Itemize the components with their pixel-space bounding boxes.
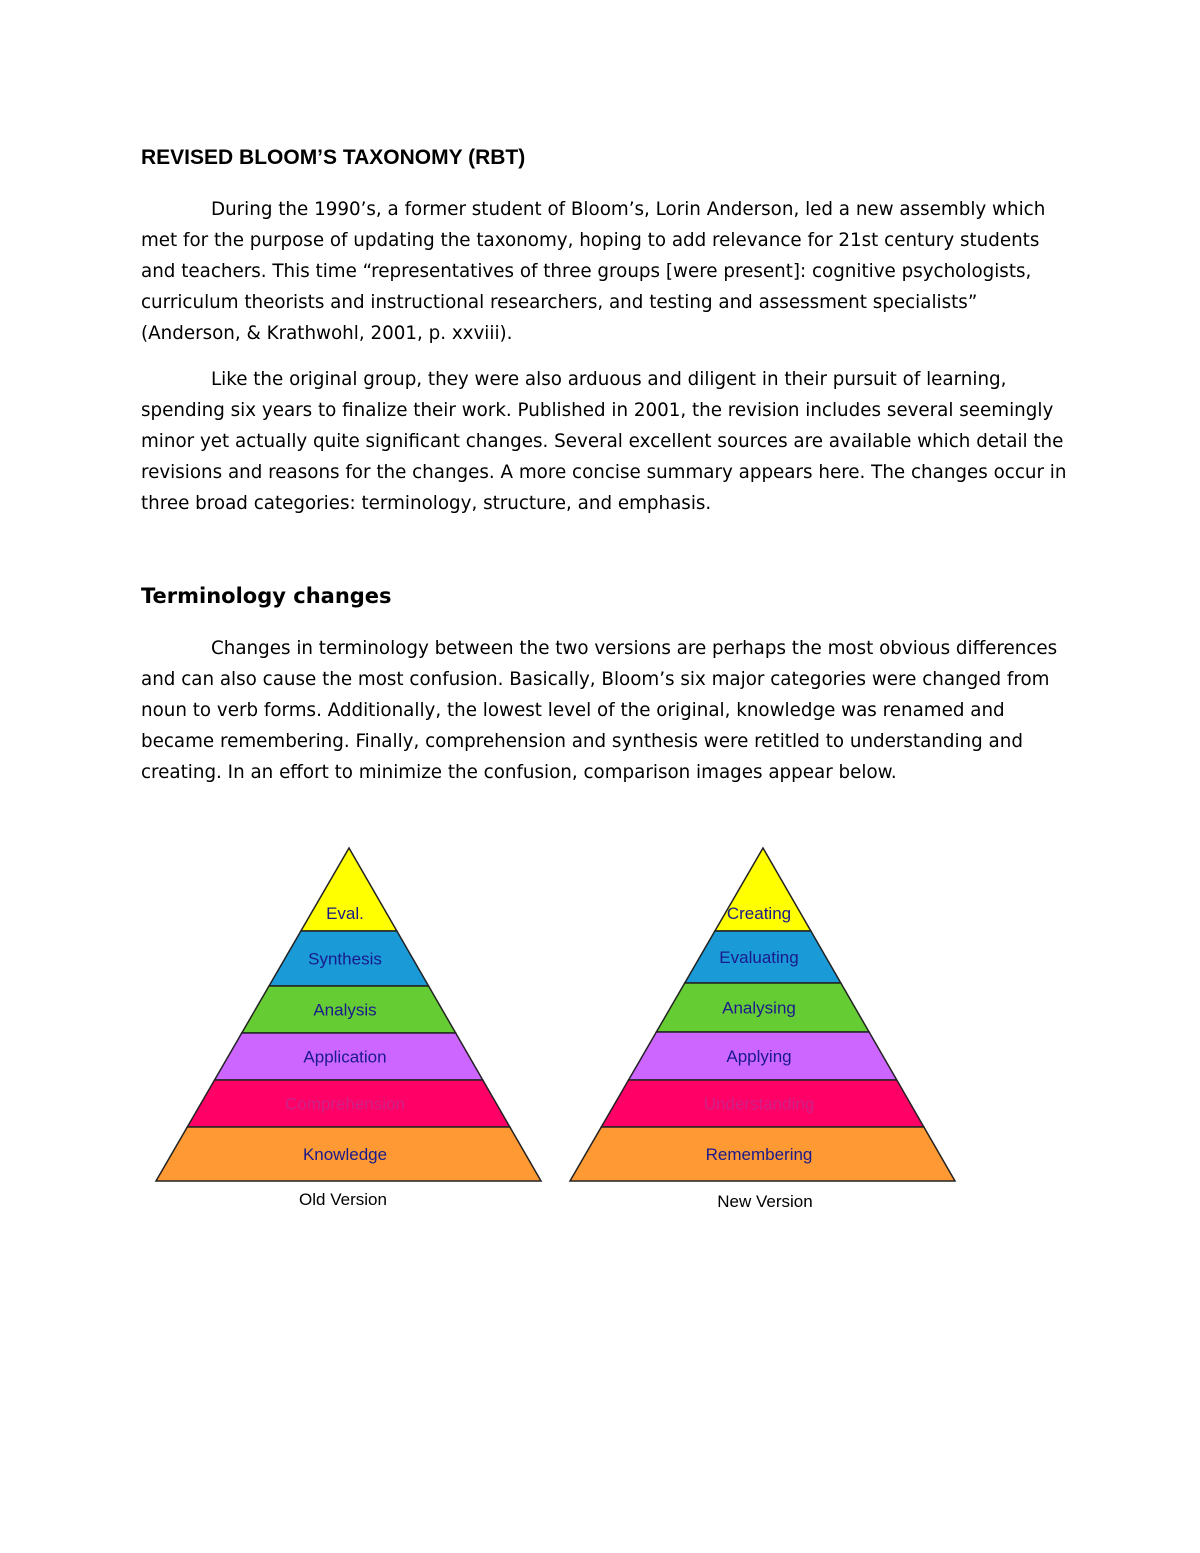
pyramid-caption: New Version	[717, 1192, 813, 1211]
pyramid-level-label: Understanding	[703, 1094, 815, 1114]
pyramid-level-label: Application	[303, 1047, 387, 1067]
pyramid-level-label: Knowledge	[302, 1145, 388, 1164]
pyramid-level-label: Analysing	[722, 998, 796, 1018]
document-title: REVISED BLOOM’S TAXONOMY (RBT)	[141, 146, 526, 169]
paragraph-1: During the 1990’s, a former student of Bloom’s, Lorin Anderson, led a new assembly which met for the purpose of updating the taxonomy, hoping to add relevance for 21st century students and teachers. This time “representatives of three groups [were present]: cognitive psychologists, curriculum theorists and instructional researchers, and testing and assessment specialists” (Anderson, & Krathwohl, 2001, p. xxviii).	[141, 199, 1046, 344]
pyramid-level-label: Evaluating	[719, 948, 799, 967]
pyramid-level-label: Remembering	[705, 1145, 813, 1164]
pyramid-level-label: Analysis	[313, 1000, 377, 1020]
new-version-pyramid	[570, 848, 955, 1211]
pyramid-level-label: Comprehension	[284, 1094, 406, 1114]
pyramid-level-label: Eval.	[326, 904, 364, 923]
pyramid-level-label: Synthesis	[308, 949, 382, 969]
pyramid-level-label: Creating	[726, 904, 792, 923]
paragraph-2: Like the original group, they were also arduous and diligent in their pursuit of learning, spending six years to finalize their work. Published in 2001, the revision includes several seemingly minor yet actually quite significant changes. Several excellent sources are available which detail the revisions and reasons for the changes. A more concise summary appears here. The changes occur in three broad categories: terminology, structure, and emphasis.	[141, 369, 1067, 514]
section-paragraph: Changes in terminology between the two versions are perhaps the most obvious differences and can also cause the most confusion. Basically, Bloom’s six major categories were changed from noun to verb forms. Additionally, the lowest level of the original, knowledge was renamed and became remembering. Finally, comprehension and synthesis were retitled to understanding and creating. In an effort to minimize the confusion, comparison images appear below.	[141, 638, 1058, 783]
section-heading: Terminology changes	[141, 584, 392, 608]
old-version-pyramid	[156, 848, 541, 1209]
pyramid-caption: Old Version	[299, 1190, 387, 1209]
pyramid-level-label: Applying	[726, 1047, 792, 1066]
